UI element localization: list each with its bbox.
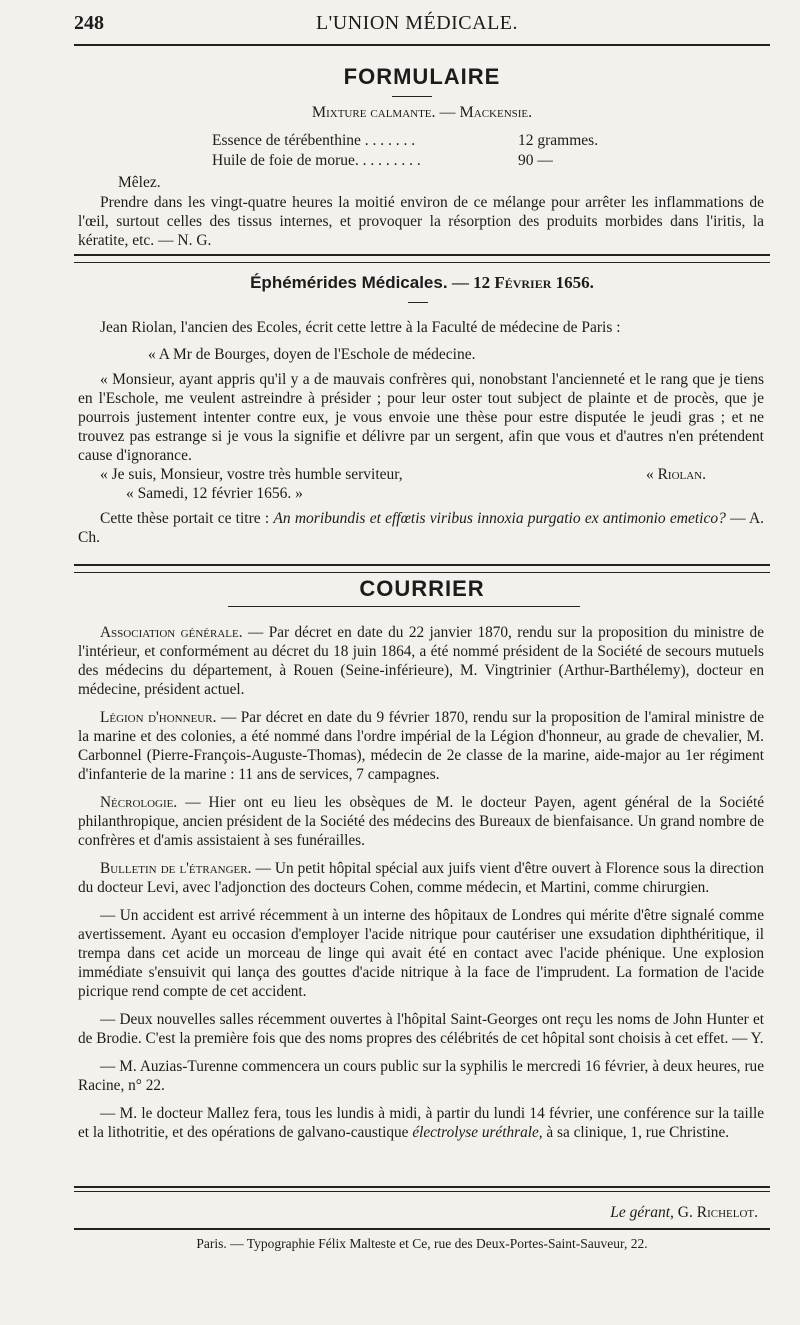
courrier-body [78, 623, 764, 1142]
section-divider [74, 564, 770, 573]
recipe-ingredients [212, 132, 598, 172]
ephemerides-date: — 12 Février 1656. [451, 273, 594, 292]
item-tail: à sa clinique, 1, rue Christine. [546, 1124, 730, 1141]
footer-divider [74, 1186, 770, 1192]
courrier-short-rule [228, 606, 580, 607]
page-number: 248 [74, 12, 104, 34]
ingredient-name: Huile de foie de morue. . . . . . . . . [212, 152, 421, 169]
item-text: — Hier ont eu lieu les obsèques de M. le docteur Payen, agent général de la Société philanthropique, ancien président de la Société des médecins des Bureaux de bienfaisance. Un grand nombre de confrères et d'amis assistaient à ses funérailles. [78, 794, 764, 849]
imprint: Paris. — Typographie Félix Malteste et Ce, rue des Deux-Portes-Saint-Sauveur, 22. [196, 1236, 648, 1251]
courrier-item [78, 1104, 764, 1142]
ephemerides-dateline: « Samedi, 12 février 1656. » [126, 485, 303, 502]
gerant-label: Le gérant, [610, 1204, 674, 1221]
section-divider [74, 254, 770, 263]
ephemerides-address: « A Mr de Bourges, doyen de l'Eschole de médecine. [148, 346, 476, 363]
ingredient-row [212, 132, 598, 152]
item-text: — M. Auzias-Turenne commencera un cours public sur la syphilis le mercredi 16 février, à deux heures, rue Racine, n° 22. [78, 1058, 764, 1094]
imprint-rule [74, 1228, 770, 1230]
ephemerides-intro: Jean Riolan, l'ancien des Ecoles, écrit cette lettre à la Faculté de médecine de Paris : [100, 319, 621, 336]
ingredient-qty: 12 grammes. [518, 132, 599, 149]
item-lead: Nécrologie. [100, 794, 178, 811]
thesis-suffix: — A. Ch. [78, 510, 765, 546]
melez: Mêlez. [118, 174, 161, 191]
formulaire-title: FORMULAIRE [343, 64, 501, 89]
ephemerides-letter: « Monsieur, ayant appris qu'il y a de mauvais confrères qui, nonobstant l'ancienneté et le rang que je tiens en l'Eschole, me veulent astreindre à présider ; pour leur oster tout subject de plainte et de procès, que je pourrois justement intenter contre eux, je vous envoie une thèse pour estre disputée le jeudi gras ; et ne trouvez pas estrange si je vous la signifie et délivre par un sergent, afin que vous et d'autres n'en prétendent cause d'ignorance. [78, 371, 764, 464]
closing-left: « Je suis, Monsieur, vostre très humble serviteur, [100, 466, 403, 483]
ephemerides-short-rule [408, 302, 428, 303]
item-text: — Un accident est arrivé récemment à un interne des hôpitaux de Londres qui mérite d'être signalé comme avertissement. Ayant eu occasion d'employer l'acide nitrique pour cautériser une exsudation diphthéritique, il trempa dans cet acide un morceau de linge qui avait été en contact avec l'acide phénique. Une explosion immédiate s'ensuivit qui lança des gouttes d'acide nitrique à la face de l'imprudent. La formation de l'acide picrique rend compte de cet accident. [78, 907, 764, 1000]
ephemerides-heading [74, 273, 770, 293]
page-header [74, 12, 760, 40]
courrier-item [78, 708, 764, 784]
item-lead: Légion d'honneur. [100, 709, 217, 726]
ingredient-name: Essence de térébenthine . . . . . . . [212, 132, 416, 149]
ephemerides-thesis [78, 509, 764, 547]
journal-title: L'UNION MÉDICALE. [315, 12, 519, 34]
ephemerides-title: Éphémérides Médicales. [250, 273, 448, 292]
formulaire-short-rule [392, 96, 432, 97]
courrier-item [78, 859, 764, 897]
closing-right: « Riolan. [645, 466, 706, 483]
item-italic: électrolyse uréthrale, [412, 1124, 543, 1141]
formulaire-instructions: Prendre dans les vingt-quatre heures la moitié environ de ce mélange pour arrêter les inflammations de l'œil, surtout celles des tissus internes, et provoquer la résorption des produits morbides dans l'iritis, la kératite, etc. — N. G. [78, 194, 764, 249]
item-text: — Deux nouvelles salles récemment ouvertes à l'hôpital Saint-Georges ont reçu les noms de John Hunter et de Brodie. C'est la première fois que des noms propres des célébrités de cet hôpital sont choisis à cet effet. — Y. [78, 1011, 764, 1047]
item-text: — Par décret en date du 22 janvier 1870, rendu sur la proposition du ministre de l'intérieur, et conformément au décret du 18 juin 1864, a été nommé président de la Société de secours mutuels des médecins du département, à Rouen (Seine-inférieure), M. Vingtrinier (Arthur-Barthélemy), docteur en médecine, président actuel. [78, 624, 764, 698]
gerant-name: G. Richelot. [677, 1204, 758, 1221]
recipe-title: Mixture calmante. — Mackensie. [311, 104, 533, 121]
item-lead: Association générale. [100, 624, 243, 641]
courrier-title: COURRIER [359, 576, 485, 601]
ingredient-qty: 90 — [518, 152, 553, 169]
thesis-prefix: Cette thèse portait ce titre : [100, 510, 270, 527]
courrier-item [78, 623, 764, 699]
ephemerides-closing [78, 465, 764, 484]
gerant-line [78, 1204, 758, 1222]
ingredient-row [212, 152, 598, 172]
thesis-title: An moribundis et effœtis viribus innoxia purgatio ex antimonio emetico? [273, 510, 726, 527]
courrier-item [78, 1057, 764, 1095]
courrier-item [78, 1010, 764, 1048]
courrier-item [78, 906, 764, 1001]
item-text: — Un petit hôpital spécial aux juifs vient d'être ouvert à Florence sous la direction du docteur Levi, avec l'adjonction des docteurs Cohen, comme médecin, et Martini, comme chirurgien. [78, 860, 764, 896]
item-text: — M. le docteur Mallez fera, tous les lundis à midi, à partir du lundi 14 février, une conférence sur la taille et la lithotritie, et des opérations de galvano-caustique [78, 1105, 764, 1141]
ephemerides-body [78, 318, 764, 547]
item-lead: Bulletin de l'étranger. [100, 860, 252, 877]
item-text: — Par décret en date du 9 février 1870, rendu sur la proposition de l'amiral ministre de la marine et des colonies, a été nommé dans l'ordre impérial de la Légion d'honneur, au grade de chevalier, M. Carbonnel (Pierre-François-Auguste-Thomas), médecin de 2e classe de la marine, aide-major au 1er régiment d'infanterie de la marine : 11 ans de services, 7 campagnes. [78, 709, 764, 783]
courrier-item [78, 793, 764, 850]
header-rule [74, 44, 770, 46]
